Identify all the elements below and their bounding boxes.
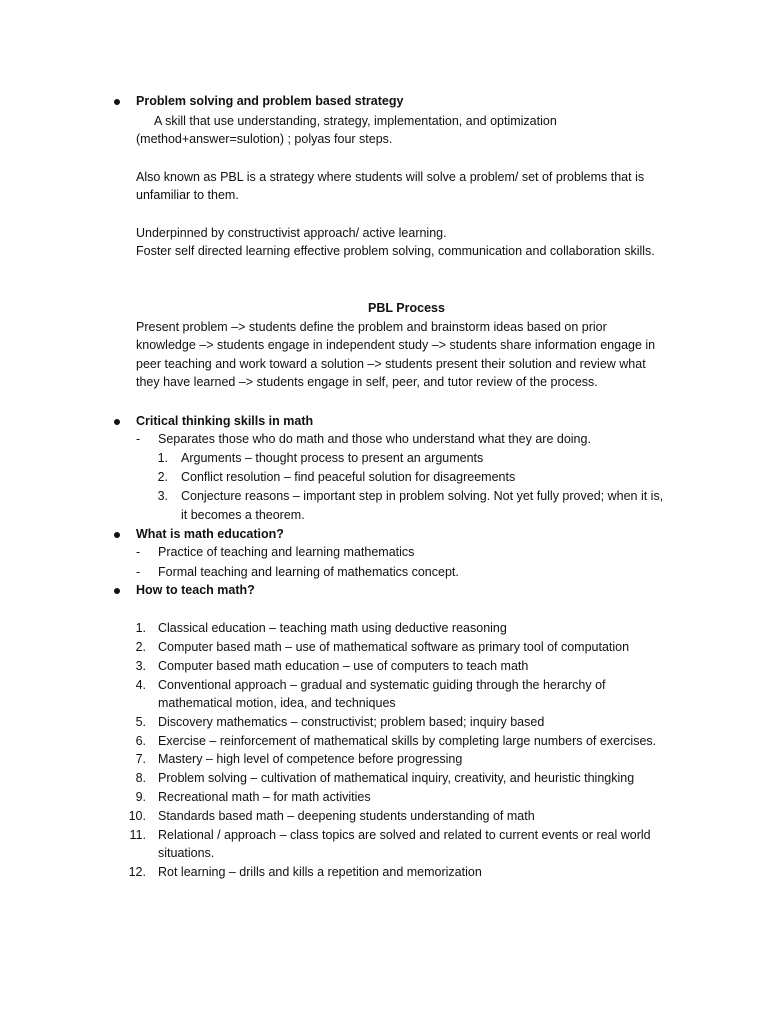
list-item: Standards based math – deepening students understanding of math bbox=[158, 809, 535, 823]
list-number: 5. bbox=[135, 715, 146, 729]
list-item: Exercise – reinforcement of mathematical skills by completing large numbers of exercises. bbox=[158, 734, 657, 748]
list-number: 2. bbox=[135, 640, 146, 654]
list-number: 4. bbox=[135, 678, 146, 692]
list-item: Discovery mathematics – constructivist; problem based; inquiry based bbox=[158, 715, 545, 729]
dash-item: Separates those who do math and those who understand what they are doing. bbox=[158, 432, 591, 446]
dash-item: Formal teaching and learning of mathematics concept. bbox=[158, 565, 459, 579]
list-number: 9. bbox=[135, 790, 146, 804]
list-number: 3. bbox=[135, 659, 146, 673]
list-item: Conjecture reasons – important step in problem solving. Not yet fully proved; when it is, bbox=[181, 489, 664, 503]
dash-item: Practice of teaching and learning mathematics bbox=[158, 545, 415, 559]
list-item: Rot learning – drills and kills a repetition and memorization bbox=[158, 865, 482, 879]
pbl-line: knowledge –> students engage in independent study –> students share information engage in bbox=[136, 338, 656, 352]
list-item: Recreational math – for math activities bbox=[158, 790, 371, 804]
dash-marker: - bbox=[136, 545, 141, 559]
list-item: Mastery – high level of competence before progressing bbox=[158, 752, 463, 766]
text-line: Underpinned by constructivist approach/ active learning. bbox=[136, 226, 447, 240]
list-item: Relational / approach – class topics are solved and related to current events or real world bbox=[158, 828, 651, 842]
text-line: unfamiliar to them. bbox=[136, 188, 239, 202]
list-number: 6. bbox=[135, 734, 146, 748]
list-number: 8. bbox=[135, 771, 146, 785]
list-item-continuation: mathematical motion, idea, and techniques bbox=[158, 696, 396, 710]
list-item: Arguments – thought process to present an arguments bbox=[181, 451, 484, 465]
bullet-marker bbox=[114, 588, 120, 594]
pbl-line: peer teaching and work toward a solution –> students present their solution and review what bbox=[136, 357, 646, 371]
pbl-line: Present problem –> students define the problem and brainstorm ideas based on prior bbox=[136, 320, 607, 334]
section-heading-critical-thinking: Critical thinking skills in math bbox=[136, 414, 314, 428]
list-item: Conflict resolution – find peaceful solution for disagreements bbox=[181, 470, 516, 484]
list-item: Problem solving – cultivation of mathematical inquiry, creativity, and heuristic thingking bbox=[158, 771, 635, 785]
bullet-marker bbox=[114, 99, 120, 105]
section-heading-how-to-teach: How to teach math? bbox=[136, 583, 255, 597]
list-number: 1. bbox=[157, 451, 168, 465]
text-line: Foster self directed learning effective problem solving, communication and collaboration skills. bbox=[136, 244, 655, 258]
list-item-continuation: situations. bbox=[158, 846, 215, 860]
list-item: Computer based math education – use of computers to teach math bbox=[158, 659, 529, 673]
list-number: 10. bbox=[128, 809, 146, 823]
list-number: 12. bbox=[128, 865, 146, 879]
pbl-line: they have learned –> students engage in self, peer, and tutor review of the process. bbox=[136, 375, 598, 389]
bullet-marker bbox=[114, 419, 120, 425]
pbl-process-title: PBL Process bbox=[368, 301, 445, 315]
list-item: Computer based math – use of mathematical software as primary tool of computation bbox=[158, 640, 630, 654]
list-item: Classical education – teaching math using deductive reasoning bbox=[158, 621, 507, 635]
list-number: 1. bbox=[135, 621, 146, 635]
text-line: (method+answer=sulotion) ; polyas four steps. bbox=[136, 132, 393, 146]
section-heading-math-education: What is math education? bbox=[136, 527, 284, 541]
section-heading-problem-solving: Problem solving and problem based strategy bbox=[136, 94, 404, 108]
bullet-marker bbox=[114, 532, 120, 538]
dash-marker: - bbox=[136, 565, 141, 579]
text-line: A skill that use understanding, strategy, implementation, and optimization bbox=[154, 114, 557, 128]
text-line: Also known as PBL is a strategy where students will solve a problem/ set of problems that is bbox=[136, 170, 645, 184]
list-item: Conventional approach – gradual and systematic guiding through the herarchy of bbox=[158, 678, 606, 692]
list-number: 2. bbox=[157, 470, 168, 484]
dash-marker: - bbox=[136, 432, 141, 446]
list-number: 3. bbox=[157, 489, 168, 503]
list-item-continuation: it becomes a theorem. bbox=[181, 508, 305, 522]
list-number: 7. bbox=[135, 752, 146, 766]
list-number: 11. bbox=[129, 828, 146, 842]
